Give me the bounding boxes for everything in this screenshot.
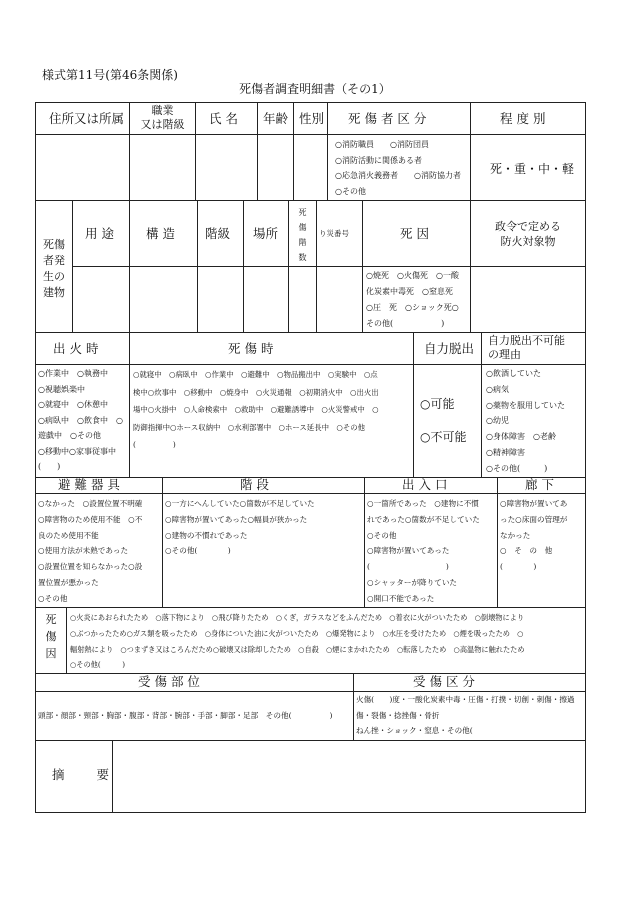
casualty-time-label: 死 傷 時 [228,341,274,356]
entrance-label: 出 入 口 [402,477,448,492]
form-title: 死傷者調査明細書（その1） [239,82,391,96]
building-label: 死傷 者発 生の 建物 [43,238,65,299]
corridor-label: 廊 下 [525,477,554,492]
death-cause-detail-options: ○火炎にあおられたため ○落下物により ○飛び降りたため ○くぎ，ガラスなどをふんだため ○着衣に火がついたため ○倒壊物により ○ぶつかったため○ガス類を吸ったため ○身体についた油に火がついたため ○爆発物により ○水圧を受けたため ○煙を吸ったため ○ 輻射熱により ○つまずき又はころんだため○破壊又は除却したため ○自殺 ○煙にまかれたため ○転落したため ○高温物に触れたため ○その他( ) [70,613,525,670]
form-number: 様式第11号(第46条関係) [42,68,178,82]
death-cause-options: ○焼死 ○火傷死 ○一酸 化炭素中毒死 ○窒息死 ○圧 死 ○ショック死○ その他( ) [366,271,459,328]
casualty-time-options: ○就寝中 ○病臥中 ○作業中 ○避難中 ○物品搬出中 ○実験中 ○点 検中○炊事中 ○移動中 ○焼身中 ○火災通報 ○初期消火中 ○出火出 場中○火掛中 ○人命検索中 ○救助中 ○避難誘導中 ○火災警戒中 ○ 防御指揮中○ホース収納中 ○水利部署中 ○ホース延長中 ○その他 ( ) [133,370,379,449]
fire-time-options: ○作業中 ○執務中 ○視聴娯楽中 ○就寝中 ○休憩中 ○病臥中 ○飲食中 ○ 遊戯中 ○その他 ○移動中○家事従事中 ( ) [38,369,123,471]
category-options: ○消防職員 ○消防団員 ○消防活動に関係ある者 ○応急消火義務者 ○消防協力者 ○その他 [335,140,461,196]
escape-impossible: ○不可能 [420,430,467,444]
entrance-options: ○一箇所であった ○建物に不慣 れであった○箇数が不足していた ○その他 ○障害物が置いてあった ( ) ○シャッターが降りていた ○開口不能であった [367,499,480,603]
escape-impossible-options: ○飲酒していた ○病気 ○薬物を服用していた ○幼児 ○身体障害 ○老齢 ○精神障害 ○その他( ) [486,369,565,473]
building-use: 用 途 [85,226,114,241]
injury-part-label: 受 傷 部 位 [138,674,200,689]
death-cause-detail-label: 死 傷 因 [45,613,57,660]
remarks-field[interactable] [113,741,585,812]
injury-part-options: 頭部・顔部・頸部・胸部・腹部・背部・腕部・手部・脚部・足部 その他( ) [38,711,333,720]
header-sex: 性別 [299,111,325,126]
injury-type-options: 火傷( )度・一酸化炭素中毒・圧傷・打撲・切創・刺傷・擦過 傷・裂傷・捻挫傷・骨折 ねん挫・ショック・窒息・その他( [356,695,575,736]
severity-options: 死・重・中・軽 [490,162,575,176]
stairs-label: 階 段 [240,477,269,492]
self-escape-label: 自力脱出 [424,341,475,356]
building-cause-of-death: 死 因 [400,226,429,241]
evacuation-equipment-label: 避 難 器 具 [58,477,120,492]
evacuation-equipment-options: ○なかった ○設置位置不明確 ○障害物のため使用不能 ○不 良のため使用不能 ○使用方法が未熟であった ○設置位置を知らなかった○設 置位置が悪かった ○その他 [38,499,143,603]
injury-type-label: 受 傷 区 分 [413,674,475,689]
building-floors: 階級 [205,226,231,241]
escape-impossible-label: 自力脱出不可能 の理由 [488,334,565,361]
escape-possible: ○可能 [420,397,455,411]
header-name: 氏 名 [209,111,238,126]
header-occupation: 職業 又は階級 [140,104,185,131]
building-disaster-no: り災番号 [319,229,349,238]
header-casualty-category: 死 傷 者 区 分 [348,111,427,126]
building-location: 場所 [253,226,279,241]
building-structure: 構 造 [146,226,175,241]
fire-defense-object: 政令で定める 防火対象物 [495,220,561,248]
header-age: 年齢 [263,111,289,126]
building-casualty-floor: 死 傷 階 数 [298,208,307,262]
corridor-options: ○障害物が置いてあ った○床面の管理が なかった ○ そ の 他 ( ) [500,499,568,572]
stairs-options: ○一方にへんしていた○箇数が不足していた ○障害物が置いてあった○幅員が狭かった ○建物の不慣れであった ○その他( ) [165,499,315,556]
header-affiliation: 住所又は所属 [49,111,125,126]
header-severity: 程 度 別 [500,111,546,126]
remarks-label: 摘 要 [52,767,123,782]
fire-time-label: 出 火 時 [53,341,99,356]
